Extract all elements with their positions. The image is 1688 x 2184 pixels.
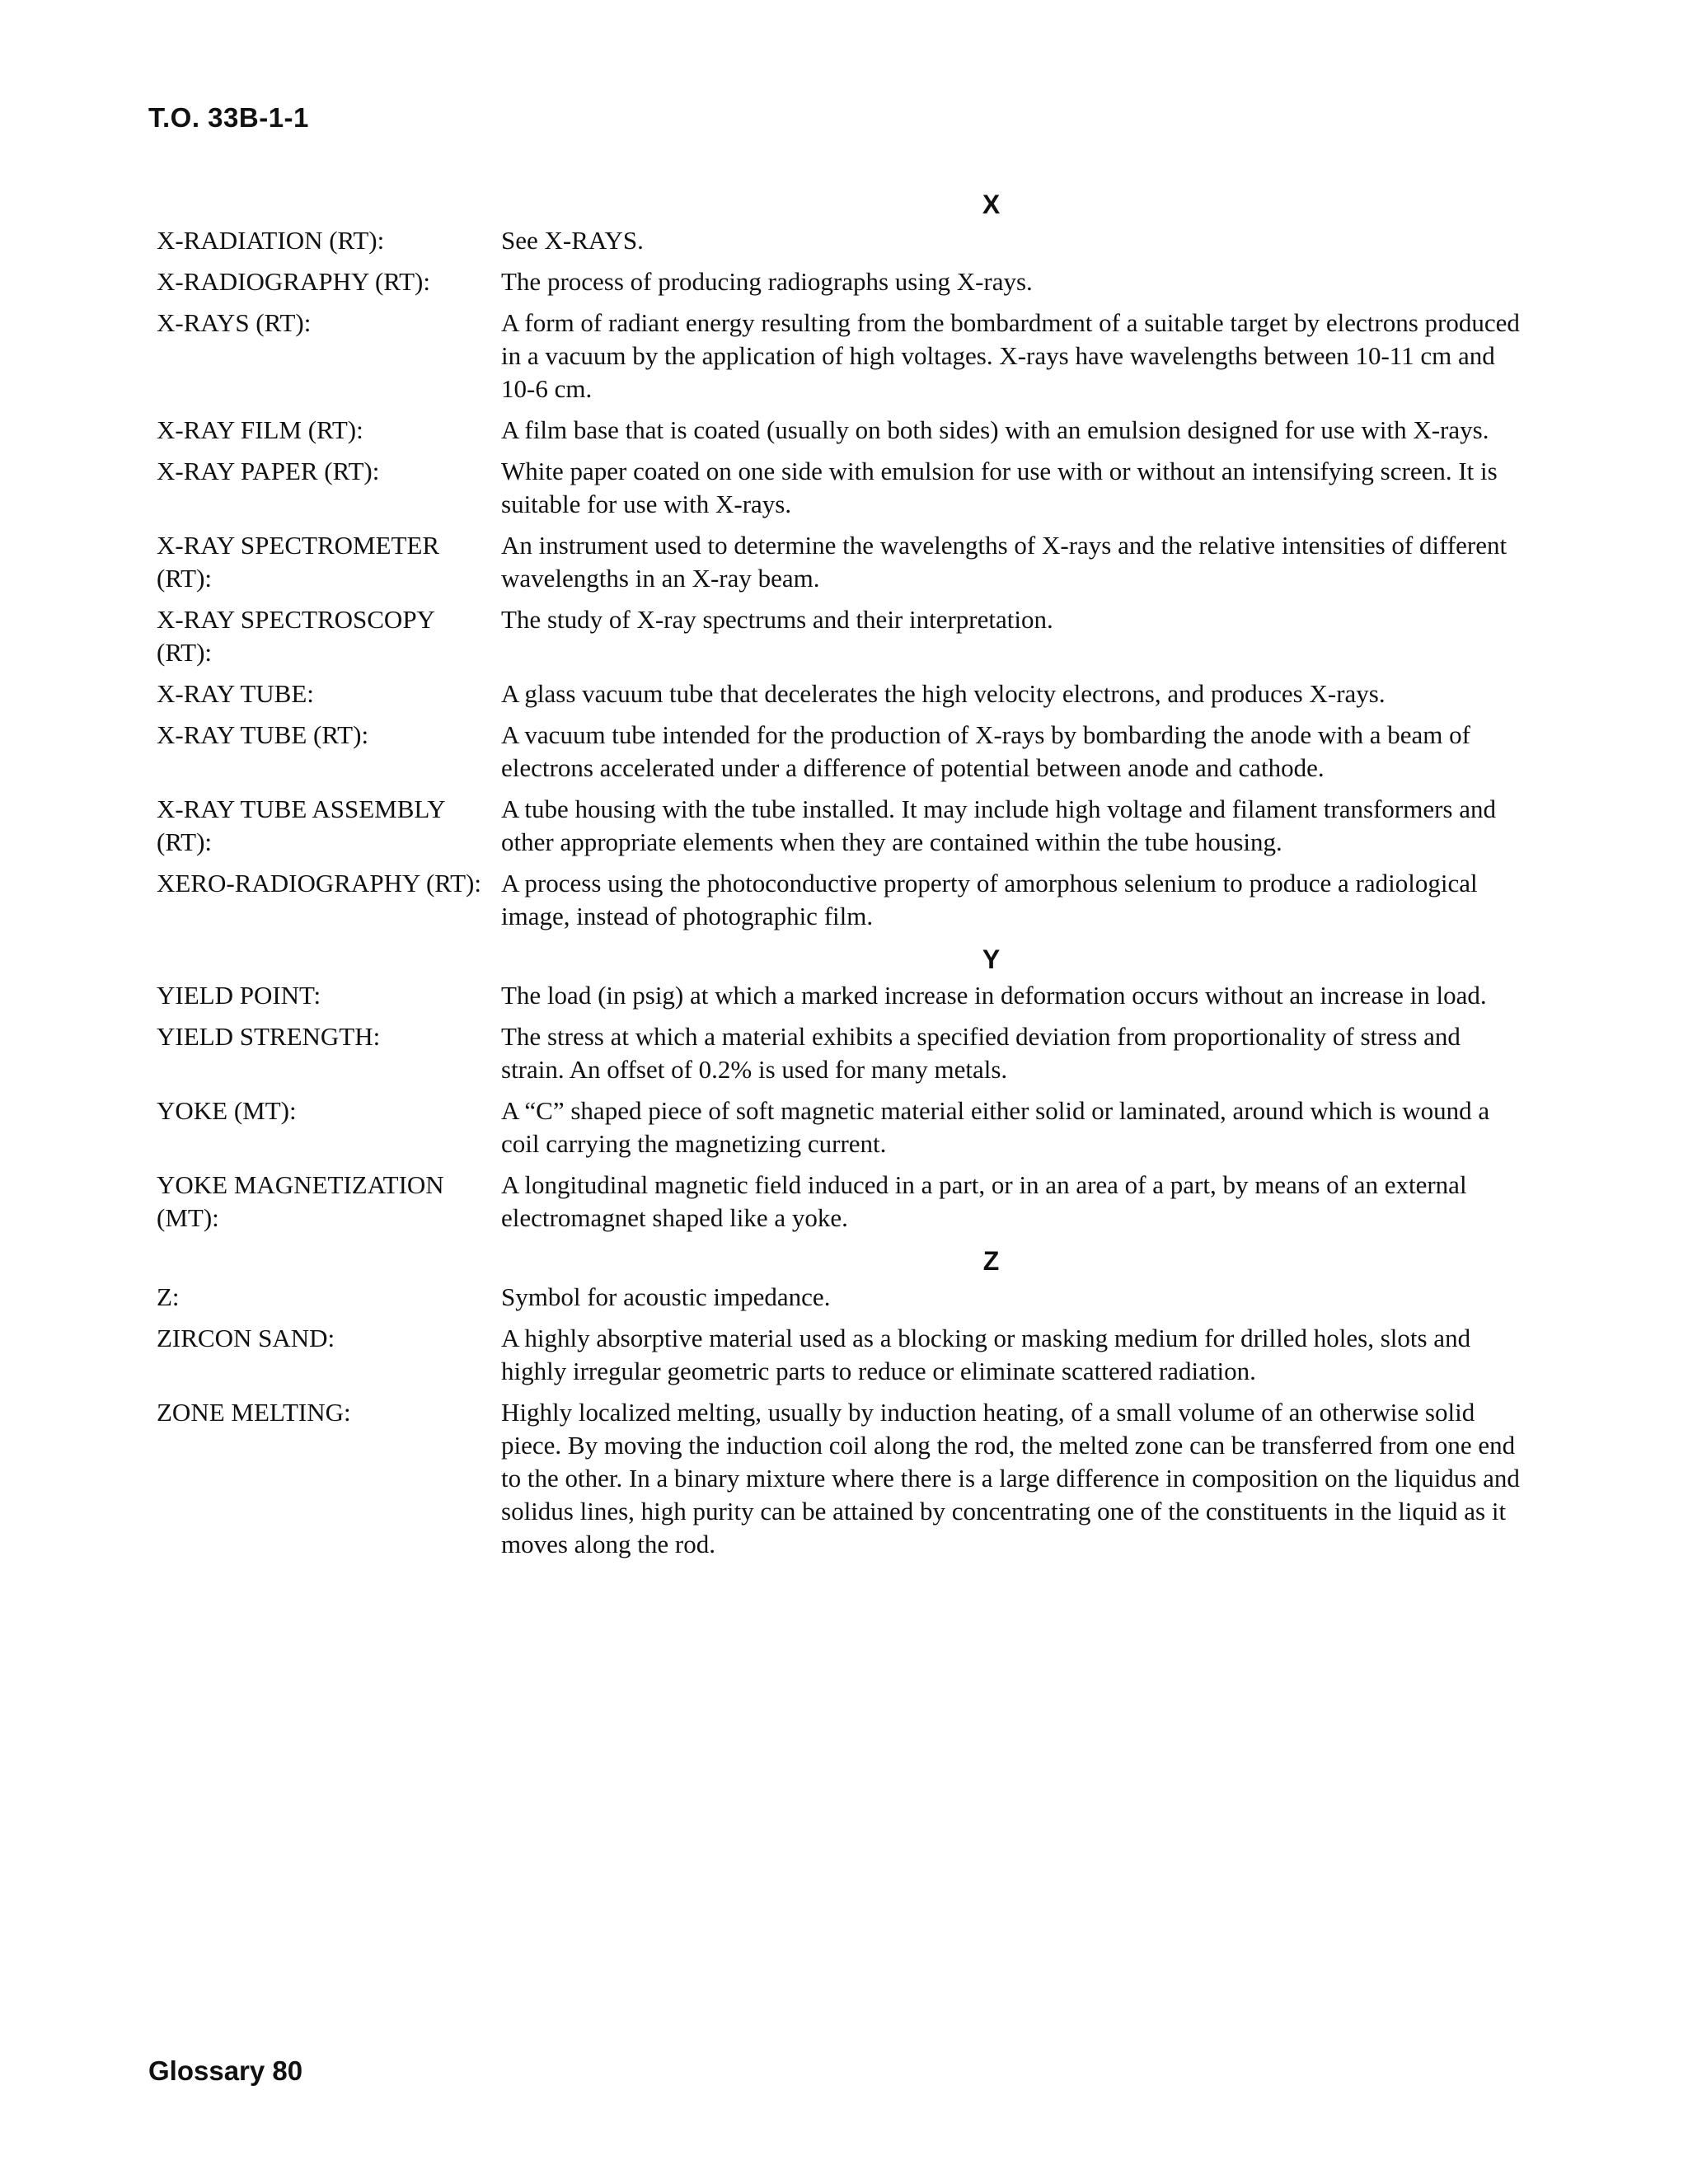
glossary-definition: The process of producing radiographs using X-rays. xyxy=(501,267,1033,296)
glossary-definition: A process using the photoconductive property of amorphous selenium to produce a radiological image, instead of photographic film. xyxy=(501,869,1478,930)
glossary-definition: A form of radiant energy resulting from the bombardment of a suitable target by electrons produced in a vacuum by the application of high voltages. X-rays have wavelengths between 10-11 cm and 10-6 cm. xyxy=(501,308,1520,403)
glossary-entry xyxy=(157,793,1521,859)
glossary-definition: White paper coated on one side with emulsion for use with or without an intensifying screen. It is suitable for use with X-rays. xyxy=(501,457,1498,518)
glossary-term: X-RAY FILM (RT): xyxy=(157,415,363,444)
glossary-term: ZONE MELTING: xyxy=(157,1398,351,1427)
glossary-entry xyxy=(157,867,1521,933)
glossary-term: X-RAY SPECTROSCOPY (RT): xyxy=(157,605,434,667)
section-heading-y: Y xyxy=(982,944,1001,974)
glossary-entry xyxy=(157,224,1521,257)
glossary-entry xyxy=(157,414,1521,447)
document-header: T.O. 33B-1-1 xyxy=(148,102,309,133)
glossary-entry xyxy=(157,529,1521,595)
glossary-definition: See X-RAYS. xyxy=(501,226,644,255)
glossary-term: XERO-RADIOGRAPHY (RT): xyxy=(157,869,481,898)
glossary-definition: A longitudinal magnetic field induced in a part, or in an area of a part, by means of an external electromagnet shaped like a yoke. xyxy=(501,1170,1467,1232)
glossary-entry xyxy=(157,1322,1521,1388)
glossary-entry xyxy=(157,1396,1521,1561)
glossary-term: Z: xyxy=(157,1282,180,1311)
page-footer: Glossary 80 xyxy=(148,2055,303,2086)
glossary-term: X-RAYS (RT): xyxy=(157,308,312,337)
glossary-entry xyxy=(157,603,1521,669)
glossary-term: ZIRCON SAND: xyxy=(157,1324,335,1352)
glossary-entry xyxy=(157,455,1521,521)
glossary-definition: Highly localized melting, usually by induction heating, of a small volume of an otherwise solid piece. By moving the induction coil along the rod, the melted zone can be transferred from one end to the other. In a binary mixture where there is a large difference in composition on the liquidus and solidus lines, high purity can be attained by concentrating one of the constituents in the liquid as it moves along the rod. xyxy=(501,1398,1520,1558)
glossary-term: YOKE (MT): xyxy=(157,1096,297,1125)
glossary-definition: A glass vacuum tube that decelerates the high velocity electrons, and produces X-rays. xyxy=(501,679,1386,708)
glossary-term: X-RAY PAPER (RT): xyxy=(157,457,380,485)
glossary-definition: A tube housing with the tube installed. It may include high voltage and filament transformers and other appropriate elements when they are contained within the tube housing. xyxy=(501,794,1497,856)
glossary-entry xyxy=(157,1020,1521,1086)
section-heading-x: X xyxy=(982,190,1001,219)
glossary-definition: The study of X-ray spectrums and their interpretation. xyxy=(501,605,1053,634)
glossary-entry xyxy=(157,1094,1521,1160)
glossary-entry xyxy=(157,265,1521,298)
section-heading-z: Z xyxy=(982,1246,1000,1276)
glossary-term: X-RADIATION (RT): xyxy=(157,226,385,255)
glossary-term: X-RADIOGRAPHY (RT): xyxy=(157,267,430,296)
glossary-definition: The load (in psig) at which a marked increase in deformation occurs without an increase in load. xyxy=(501,981,1487,1010)
glossary-entry xyxy=(157,307,1521,405)
glossary-term: X-RAY SPECTROMETER (RT): xyxy=(157,531,440,593)
glossary-term: X-RAY TUBE ASSEMBLY (RT): xyxy=(157,794,445,856)
glossary-definition: A highly absorptive material used as a blocking or masking medium for drilled holes, slots and highly irregular geometric parts to reduce or eliminate scattered radiation. xyxy=(501,1324,1471,1385)
glossary-term: YOKE MAGNETIZATION (MT): xyxy=(157,1170,444,1232)
glossary-entry xyxy=(157,1169,1521,1235)
glossary-definition: An instrument used to determine the wavelengths of X-rays and the relative intensities of different wavelengths in an X-ray beam. xyxy=(501,531,1507,593)
glossary-definition: The stress at which a material exhibits a specified deviation from proportionality of stress and strain. An offset of 0.2% is used for many metals. xyxy=(501,1022,1461,1084)
glossary-entry xyxy=(157,677,1521,710)
glossary-body xyxy=(157,180,1521,1569)
glossary-term: YIELD STRENGTH: xyxy=(157,1022,381,1051)
glossary-entry xyxy=(157,1281,1521,1314)
glossary-term: X-RAY TUBE (RT): xyxy=(157,720,369,749)
glossary-term: X-RAY TUBE: xyxy=(157,679,314,708)
glossary-definition: A film base that is coated (usually on both sides) with an emulsion designed for use with X-rays. xyxy=(501,415,1489,444)
glossary-definition: A vacuum tube intended for the production of X-rays by bombarding the anode with a beam of electrons accelerated under a difference of potential between anode and cathode. xyxy=(501,720,1470,782)
glossary-term: YIELD POINT: xyxy=(157,981,321,1010)
glossary-definition: A “C” shaped piece of soft magnetic material either solid or laminated, around which is wound a coil carrying the magnetizing current. xyxy=(501,1096,1490,1158)
glossary-definition: Symbol for acoustic impedance. xyxy=(501,1282,831,1311)
glossary-entry xyxy=(157,979,1521,1012)
glossary-entry xyxy=(157,719,1521,785)
